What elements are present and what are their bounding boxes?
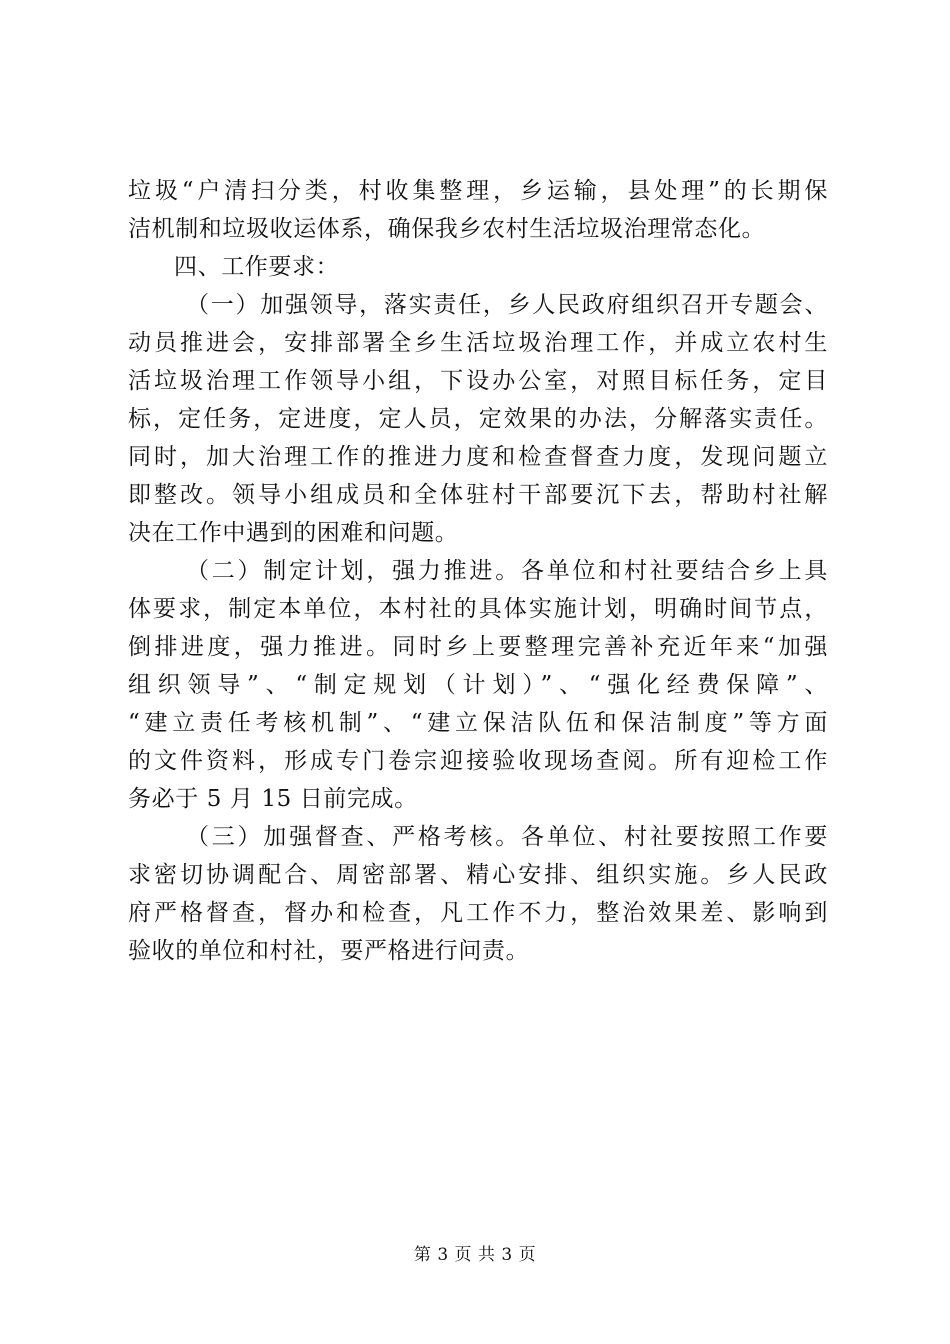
body-line: 即整改。领导小组成员和全体驻村干部要沉下去，帮助村社解 — [128, 482, 828, 508]
body-line: “建立责任考核机制”、“建立保洁队伍和保洁制度”等方面 — [128, 710, 828, 736]
body-line: 标，定任务，定进度，定人员，定效果的办法，分解落实责任。 — [128, 406, 828, 432]
paragraph-start-line: （三）加强督查、严格考核。各单位、村社要按照工作要 — [186, 824, 828, 850]
body-line: 倒排进度，强力推进。同时乡上要整理完善补充近年来“加强 — [128, 634, 828, 660]
body-line: 验收的单位和村社，要严格进行问责。 — [128, 938, 530, 964]
body-line: 求密切协调配合、周密部署、精心安排、组织实施。乡人民政 — [128, 862, 828, 888]
body-line: 务必于 5 月 15 日前完成。 — [128, 786, 418, 812]
body-line: 府严格督查，督办和检查，凡工作不力，整治效果差、影响到 — [128, 900, 828, 926]
body-line: 组织领导”、“制定规划（计划）”、“强化经费保障”、 — [128, 672, 828, 698]
body-line: 洁机制和垃圾收运体系，确保我乡农村生活垃圾治理常态化。 — [128, 216, 766, 242]
paragraph-start-line: （一）加强领导，落实责任，乡人民政府组织召开专题会、 — [186, 292, 828, 318]
body-line: 的文件资料，形成专门卷宗迎接验收现场查阅。所有迎检工作 — [128, 748, 828, 774]
section-heading: 四、工作要求： — [174, 254, 340, 280]
body-line: 同时，加大治理工作的推进力度和检查督查力度，发现问题立 — [128, 444, 828, 470]
body-line: 体要求，制定本单位，本村社的具体实施计划，明确时间节点， — [128, 596, 828, 622]
body-line: 垃圾“户清扫分类，村收集整理，乡运输，县处理”的长期保 — [128, 178, 828, 204]
document-body — [128, 172, 828, 970]
body-line: 决在工作中遇到的困难和问题。 — [128, 520, 459, 546]
body-line: 动员推进会，安排部署全乡生活垃圾治理工作，并成立农村生 — [128, 330, 828, 356]
page-number-footer: 第 3 页 共 3 页 — [413, 1245, 537, 1265]
body-line: 活垃圾治理工作领导小组，下设办公室，对照目标任务，定目 — [128, 368, 828, 394]
paragraph-start-line: （二）制定计划，强力推进。各单位和村社要结合乡上具 — [186, 558, 828, 584]
